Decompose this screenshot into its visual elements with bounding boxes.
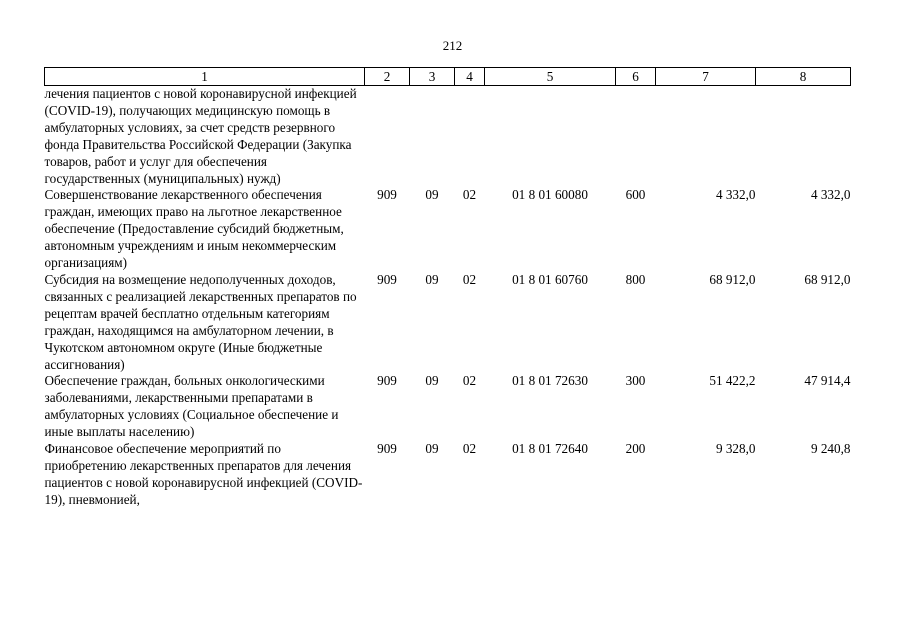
row-expense-type: 600 [625, 187, 646, 203]
row-amount-1: 9 328,0 [715, 441, 756, 457]
header-col-7: 7 [656, 68, 756, 86]
budget-table [44, 67, 851, 509]
row-amount-2: 4 332,0 [810, 187, 851, 203]
row-expense-type: 200 [625, 441, 646, 457]
table-row [45, 272, 851, 373]
row-amount-2: 9 240,8 [810, 441, 851, 457]
row-ministry [365, 86, 410, 188]
row-target: 01 8 01 60760 [512, 271, 588, 287]
row-ministry: 909 [377, 441, 397, 457]
row-subsection: 02 [462, 187, 477, 203]
row-expense-type: 300 [625, 373, 646, 389]
row-amount-1: 68 912,0 [709, 271, 756, 287]
row-section: 09 [425, 373, 439, 389]
header-col-1: 1 [45, 68, 365, 86]
row-amount-1 [656, 86, 756, 188]
row-section: 09 [425, 441, 439, 457]
header-col-2: 2 [365, 68, 410, 86]
row-description: лечения пациентов с новой коронавирусной инфекцией (COVID-19), получающих медицинскую помощь в амбулаторных условиях, за счет средств резервного фонда Правительства Российской Федерации (Закупка товаров, работ и услуг для обеспечения государственных (муниципальных) нужд) [44, 86, 357, 186]
row-section: 09 [425, 271, 439, 287]
row-subsection [455, 86, 485, 188]
row-ministry: 909 [377, 271, 397, 287]
table-row [45, 86, 851, 188]
row-target: 01 8 01 60080 [512, 187, 588, 203]
row-description: Финансовое обеспечение мероприятий по приобретению лекарственных препаратов для лечения пациентов с новой коронавирусной инфекцией (COVID-19), пневмонией, [44, 441, 363, 507]
header-col-4: 4 [455, 68, 485, 86]
header-col-6: 6 [616, 68, 656, 86]
header-col-8: 8 [756, 68, 851, 86]
row-description: Обеспечение граждан, больных онкологическими заболеваниями, лекарственными препаратами в амбулаторных условиях (Социальное обеспечение и иные выплаты населению) [44, 373, 339, 440]
row-amount-2: 47 914,4 [804, 373, 851, 389]
row-description: Совершенствование лекарственного обеспечения граждан, имеющих право на льготное лекарственное обеспечение (Предоставление субсидий бюджетным, автономным учреждениям и иным некоммерческим организациям) [44, 187, 344, 271]
row-subsection: 02 [462, 441, 477, 457]
row-target [485, 86, 616, 188]
row-target: 01 8 01 72640 [512, 441, 588, 457]
header-col-5: 5 [485, 68, 616, 86]
table-row [45, 187, 851, 272]
table-row [45, 441, 851, 509]
row-target: 01 8 01 72630 [512, 373, 588, 389]
page-number: 212 [442, 38, 463, 53]
row-description: Субсидия на возмещение недополученных доходов, связанных с реализацией лекарственных препаратов по рецептам врачей бесплатно отдельным категориям граждан, находящимся на амбулаторном лечении, в Чукотском автономном округе (Иные бюджетные ассигнования) [44, 271, 357, 372]
row-section [410, 86, 455, 188]
row-ministry: 909 [377, 373, 397, 389]
row-expense-type [616, 86, 656, 188]
header-row [45, 68, 851, 86]
row-expense-type: 800 [625, 271, 646, 287]
row-amount-2: 68 912,0 [804, 271, 851, 287]
row-ministry: 909 [377, 187, 397, 203]
header-col-3: 3 [410, 68, 455, 86]
row-section: 09 [425, 187, 439, 203]
row-subsection: 02 [462, 373, 477, 389]
table-row [45, 373, 851, 441]
row-subsection: 02 [462, 271, 477, 287]
row-amount-1: 51 422,2 [709, 373, 756, 389]
row-amount-1: 4 332,0 [715, 187, 756, 203]
row-amount-2 [756, 86, 851, 188]
